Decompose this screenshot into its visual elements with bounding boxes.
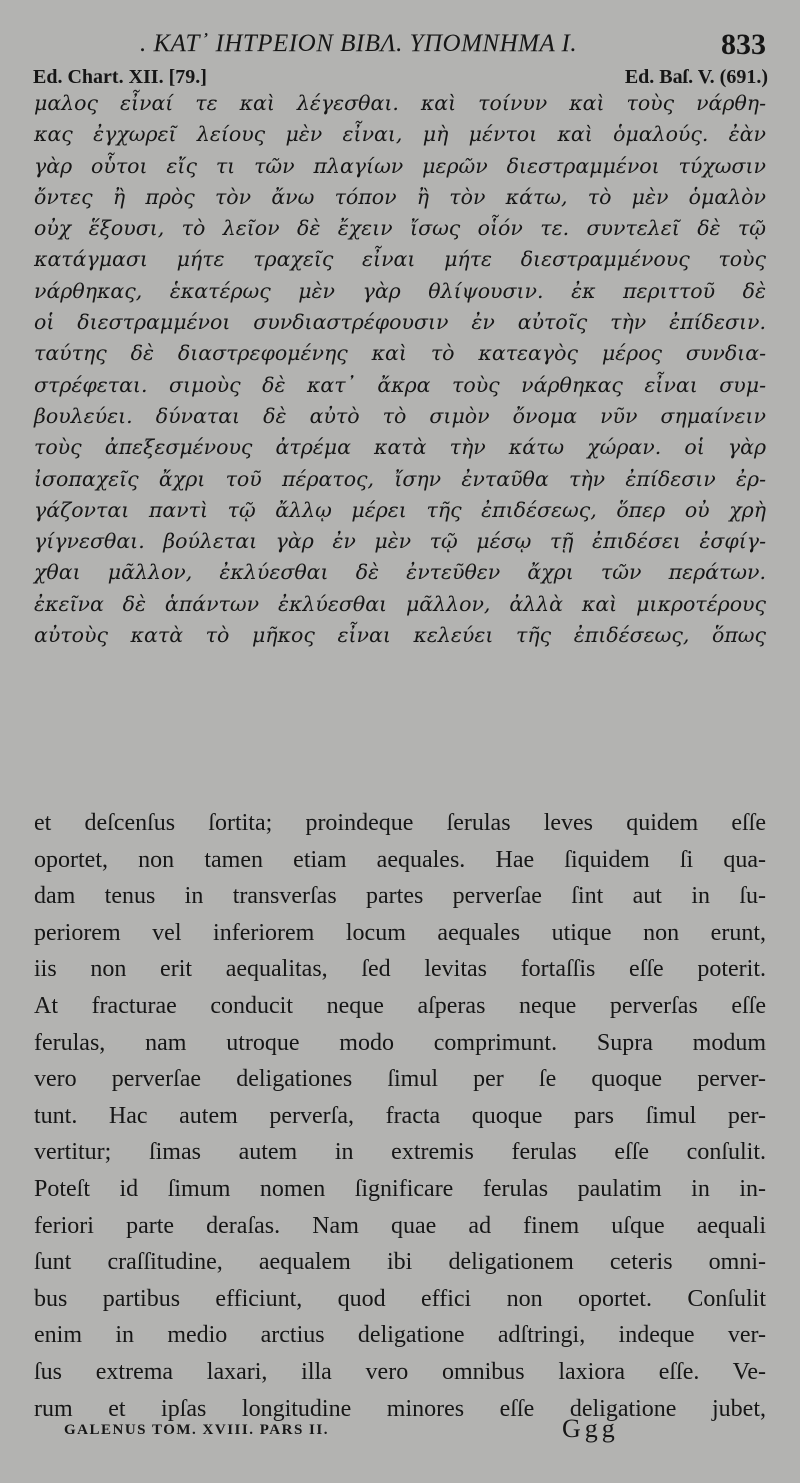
- latin-line: Poteſt id ſimum nomen ſignificare ferulas paulatim in in-: [34, 1175, 766, 1202]
- latin-line: iis non erit aequalitas, ſed levitas fortaſſis eſſe poterit.: [34, 956, 766, 983]
- greek-line: νάρθηκας, ἑκατέρως μὲν γὰρ θλίψουσιν. ἐκ περιττοῦ δὲ: [34, 278, 766, 303]
- latin-line: feriori parte deraſas. Nam quae ad finem uſque aequali: [34, 1212, 766, 1239]
- latin-line: vero perverſae deligationes ſimul per ſe quoque perver-: [34, 1066, 766, 1093]
- latin-line: periorem vel inferiorem locum aequales utique non erunt,: [34, 919, 766, 946]
- greek-line: τοὺς ἀπεξεσμένους ἀτρέμα κατὰ τὴν κάτω χώραν. οἱ γὰρ: [34, 435, 766, 460]
- greek-line: ἰσοπαχεῖς ἄχρι τοῦ πέρατος, ἴσην ἐνταῦθα τὴν ἐπίδεσιν ἐρ-: [34, 466, 766, 491]
- greek-line: αὐτοὺς κατὰ τὸ μῆκος εἶναι κελεύει τῆς ἐπιδέσεως, ὅπως: [34, 623, 766, 648]
- latin-line: vertitur; ſimas autem in extremis ferulas eſſe conſulit.: [34, 1139, 766, 1166]
- latin-line: tunt. Hac autem perverſa, fracta quoque pars ſimul per-: [34, 1102, 766, 1129]
- latin-line: ferulas, nam utroque modo comprimunt. Supra modum: [34, 1029, 766, 1056]
- latin-line: enim in medio arctius deligatione adſtringi, indeque ver-: [34, 1322, 766, 1349]
- latin-line: et deſcenſus ſortita; proindeque ſerulas leves quidem eſſe: [34, 810, 766, 836]
- page-number: 833: [721, 28, 766, 61]
- greek-line: γὰρ οὗτοι εἴς τι τῶν πλαγίων μερῶν διεστραμμένοι τύχωσιν: [34, 153, 766, 178]
- edition-reference-chartier: Ed. Chart. XII. [79.]: [33, 66, 207, 88]
- greek-line: στρέφεται. σιμοὺς δὲ κατ᾽ ἄκρα τοὺς νάρθηκας εἶναι συμ-: [34, 372, 766, 397]
- latin-line: ſunt craſſitudine, aequalem ibi deligationem ceteris omni-: [34, 1249, 766, 1276]
- greek-line: ὄντες ἢ πρὸς τὸν ἄνω τόπον ἢ τὸν κάτω, τὸ μὲν ὁμαλὸν: [34, 184, 766, 209]
- greek-line: ταύτης δὲ διαστρεφομένης καὶ τὸ κατεαγὸς μέρος συνδια-: [34, 341, 766, 366]
- greek-line: κατάγμασι μήτε τραχεῖς εἶναι μήτε διεστραμμένους τοὺς: [34, 247, 766, 272]
- latin-line: oportet, non tamen etiam aequales. Hae ſiquidem ſi qua-: [34, 846, 766, 873]
- greek-line: οὐχ ἕξουσι, τὸ λεῖον δὲ ἔχειν ἴσως οἷόν τε. συντελεῖ δὲ τῷ: [34, 216, 766, 241]
- printer-signature-mark: Ggg: [562, 1414, 619, 1443]
- latin-text-block: [34, 805, 766, 1427]
- latin-line: bus partibus efficiunt, quod effici non oportet. Conſulit: [34, 1285, 766, 1312]
- latin-line: ſus extrema laxari, illa vero omnibus laxiora eſſe. Ve-: [34, 1358, 766, 1385]
- greek-text-block: [34, 88, 766, 651]
- greek-line: ἐκεῖνα δὲ ἁπάντων ἐκλύεσθαι μᾶλλον, ἀλλὰ καὶ μικροτέρους: [34, 591, 766, 616]
- greek-line: βουλεύει. δύναται δὲ αὐτὸ τὸ σιμὸν ὄνομα νῦν σημαίνειν: [34, 403, 766, 428]
- greek-line: χθαι μᾶλλον, ἐκλύεσθαι δὲ ἐντεῦθεν ἄχρι τῶν περάτων.: [34, 560, 766, 585]
- greek-line: κας ἐγχωρεῖ λείους μὲν εἶναι, μὴ μέντοι καὶ ὁμαλούς. ἐὰν: [34, 122, 766, 147]
- volume-footer: GALENUS TOM. XVIII. PARS II.: [64, 1422, 329, 1438]
- running-title: . ΚΑΤ᾽ ΙΗΤΡΕΙΟΝ ΒΙΒΛ. ΥΠΟΜΝΗΜΑ Ι.: [140, 30, 578, 57]
- greek-line: οἱ διεστραμμένοι συνδιαστρέφουσιν ἐν αὐτοῖς τὴν ἐπίδεσιν.: [34, 310, 766, 335]
- greek-line: μαλος εἶναί τε καὶ λέγεσθαι. καὶ τοίνυν καὶ τοὺς νάρθη-: [34, 91, 766, 115]
- latin-line: dam tenus in transverſas partes perverſae ſint aut in ſu-: [34, 883, 766, 910]
- greek-line: γάζονται παντὶ τῷ ἄλλῳ μέρει τῆς ἐπιδέσεως, ὅπερ οὐ χρὴ: [34, 497, 766, 522]
- greek-line: γίγνεσθαι. βούλεται γὰρ ἐν μὲν τῷ μέσῳ τῇ ἐπιδέσει ἐσφίγ-: [34, 529, 766, 554]
- latin-line: At fracturae conducit neque aſperas neque perverſas eſſe: [34, 992, 766, 1019]
- edition-reference-basel: Ed. Baſ. V. (691.): [624, 66, 768, 88]
- latin-line: rum et ipſas longitudine minores eſſe deligatione jubet,: [34, 1395, 766, 1422]
